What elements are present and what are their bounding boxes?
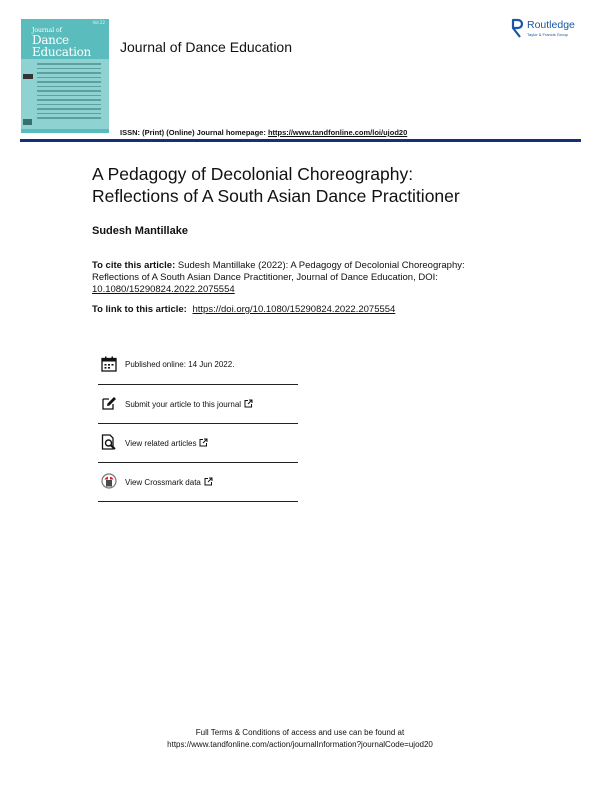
cover-tag: Vol 22 [92, 20, 105, 25]
footer-terms-link[interactable]: https://www.tandfonline.com/action/journalInformation?journalCode=ujod20 [167, 740, 433, 749]
article-title-line2: Reflections of A South Asian Dance Practitioner [92, 186, 460, 206]
routledge-logo [511, 17, 591, 41]
journal-title: Journal of Dance Education [120, 39, 292, 55]
crossmark-link[interactable] [125, 477, 213, 487]
article-link-line [92, 304, 395, 315]
calendar-icon [101, 356, 117, 372]
cover-logo [23, 74, 33, 79]
issn-line [120, 128, 407, 137]
routledge-mark-icon [511, 18, 523, 38]
related-articles-label: View related articles [125, 439, 197, 448]
footer-line1: Full Terms & Conditions of access and use can be found at [195, 728, 405, 737]
cover-title-line2: Dance Education [32, 33, 91, 59]
submit-article-row[interactable] [98, 385, 298, 424]
citation-text: Sudesh Mantillake (2022): A Pedagogy of Decolonial Choreography: Reflections of A South Asian Dance Practitioner, Journal of Dance Education, DOI: [92, 260, 465, 283]
journal-homepage-link[interactable]: https://www.tandfonline.com/loi/ujod20 [267, 128, 408, 137]
issn-label: ISSN: (Print) (Online) Journal homepage: [120, 128, 266, 137]
article-title-line1: A Pedagogy of Decolonial Choreography: [92, 164, 414, 184]
publisher-subtitle: Taylor & Francis Group [527, 32, 568, 37]
citation-doi-link[interactable]: 10.1080/15290824.2022.2075554 [92, 284, 235, 295]
external-link-icon [244, 399, 253, 408]
cover-contents-lines [37, 63, 101, 122]
search-document-icon [101, 434, 117, 450]
cover-bottom-band [21, 129, 109, 133]
author-name: Sudesh Mantillake [92, 225, 188, 237]
journal-cover-image [21, 19, 109, 133]
related-articles-link[interactable] [125, 438, 208, 448]
citation-block [92, 260, 492, 296]
crossmark-row[interactable] [98, 463, 298, 502]
external-link-icon [204, 477, 213, 486]
cover-title-line1: Journal of [32, 27, 62, 34]
article-doi-url[interactable]: https://doi.org/10.1080/15290824.2022.2075554 [192, 304, 396, 315]
related-articles-row[interactable] [98, 424, 298, 463]
article-title [92, 163, 562, 207]
cover-publisher-logo [23, 119, 32, 125]
published-online-row [98, 346, 298, 385]
citation-label: To cite this article: [92, 260, 176, 271]
crossmark-label: View Crossmark data [125, 478, 201, 487]
edit-icon [101, 395, 117, 411]
link-label: To link to this article: [92, 304, 187, 315]
crossmark-icon [101, 473, 117, 489]
terms-footer [100, 727, 500, 751]
publisher-name: Routledge [527, 19, 575, 31]
submit-article-label: Submit your article to this journal [125, 400, 242, 409]
cover-title [32, 28, 108, 58]
external-link-icon [199, 438, 208, 447]
submit-article-link[interactable] [125, 399, 253, 409]
header-divider [20, 139, 581, 142]
published-online-text: Published online: 14 Jun 2022. [125, 360, 235, 369]
